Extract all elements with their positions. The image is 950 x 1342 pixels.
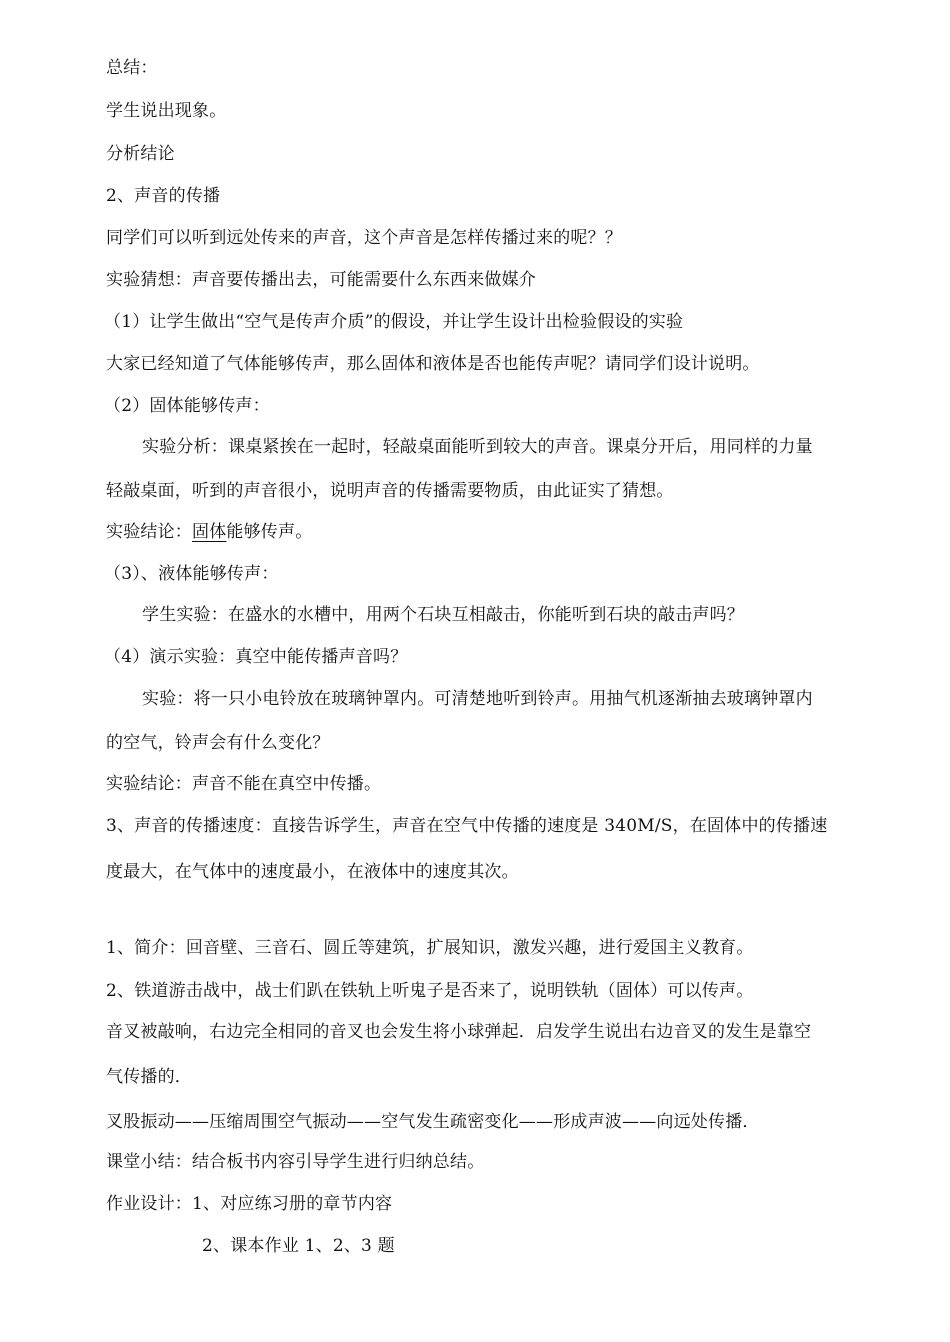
text-line: 学生实验：在盛水的水槽中，用两个石块互相敲击，你能听到石块的敲击声吗？	[142, 605, 744, 625]
text-line: 学生说出现象。	[106, 101, 227, 121]
text-line	[106, 521, 312, 543]
text-line: 实验猜想：声音要传播出去，可能需要什么东西来做媒介	[106, 270, 536, 290]
text-line: 2、铁道游击战中，战士们趴在铁轨上听鬼子是否来了，说明铁轨（固体）可以传声。	[106, 981, 754, 1001]
summary-heading: 总结：	[106, 58, 158, 78]
text-line: 轻敲桌面，听到的声音很小，说明声音的传播需要物质，由此证实了猜想。	[106, 481, 674, 501]
text-line: 音叉被敲响，右边完全相同的音叉也会发生将小球弹起．启发学生说出右边音叉的发生是靠空	[106, 1022, 812, 1042]
text-line: 课堂小结：结合板书内容引导学生进行归纳总结。	[106, 1152, 485, 1172]
label-text: 实验结论：	[106, 522, 192, 542]
section-heading: 2、声音的传播	[106, 186, 221, 206]
text-line: （4）演示实验：真空中能传播声音吗？	[104, 647, 408, 667]
text-line: 2、课本作业 1、2、3 题	[202, 1236, 395, 1256]
text-line: 3、声音的传播速度：直接告诉学生，声音在空气中传播的速度是 340M/S，在固体中的传播速	[106, 816, 828, 836]
underlined-answer: 固体	[192, 522, 227, 542]
text-line: （2）固体能够传声：	[104, 396, 270, 416]
text-line: 实验分析：课桌紧挨在一起时，轻敲桌面能听到较大的声音。课桌分开后，用同样的力量	[142, 437, 813, 457]
text-line: （1）让学生做出“空气是传声介质”的假设，并让学生设计出检验假设的实验	[104, 312, 684, 332]
text-line: 度最大，在气体中的速度最小，在液体中的速度其次。	[106, 862, 519, 882]
text-line: 的空气，铃声会有什么变化？	[106, 733, 330, 753]
text-line: 实验结论：声音不能在真空中传播。	[106, 774, 382, 794]
text-line: 大家已经知道了气体能够传声，那么固体和液体是否也能传声呢？请同学们设计说明。	[106, 354, 760, 374]
text-line: 同学们可以听到远处传来的声音，这个声音是怎样传播过来的呢？？	[106, 228, 622, 248]
text-line: （3）、液体能够传声：	[104, 564, 279, 584]
text-line: 实验：将一只小电铃放在玻璃钟罩内。可清楚地听到铃声。用抽气机逐渐抽去玻璃钟罩内	[142, 689, 813, 709]
text-line: 1、简介：回音壁、三音石、圆丘等建筑，扩展知识，激发兴趣，进行爱国主义教育。	[106, 938, 754, 958]
text-line: 作业设计：1、对应练习册的章节内容	[106, 1194, 393, 1214]
label-text: 能够传声。	[226, 522, 313, 542]
text-line: 气传播的．	[106, 1067, 192, 1087]
text-line: 分析结论	[106, 144, 175, 164]
text-line: 叉股振动——压缩周围空气振动——空气发生疏密变化——形成声波——向远处传播．	[106, 1112, 760, 1132]
